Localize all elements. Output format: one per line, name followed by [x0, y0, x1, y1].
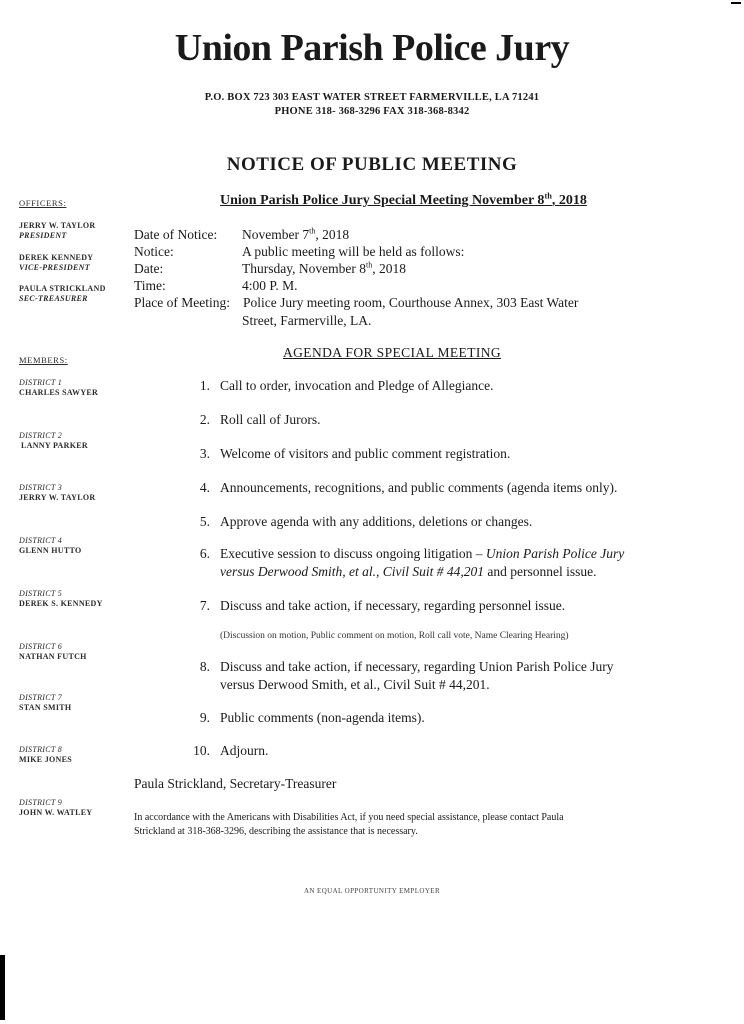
agenda-item-text: Welcome of visitors and public comment registration.: [220, 446, 511, 461]
officer-role: VICE-PRESIDENT: [19, 263, 90, 272]
footer-text: AN EQUAL OPPORTUNITY EMPLOYER: [303, 887, 441, 895]
member-name: NATHAN FUTCH: [19, 652, 87, 661]
notice-title: NOTICE OF PUBLIC MEETING: [226, 154, 518, 175]
notice-value: A public meeting will be held as follows:: [242, 244, 465, 259]
agenda-item-number: 7.: [199, 598, 210, 613]
member-district: DISTRICT 7: [19, 693, 63, 702]
agenda-item-number: 2.: [199, 412, 210, 427]
officer-role: SEC-TREASURER: [19, 294, 88, 303]
agenda-item-text: Adjourn.: [220, 743, 269, 758]
signature-line: Paula Strickland, Secretary-Treasurer: [134, 776, 337, 791]
date-of-notice-label: Date of Notice:: [134, 227, 218, 242]
member-district: DISTRICT 3: [19, 483, 63, 492]
agenda-item-number: 9.: [199, 710, 210, 725]
address-line: P.O. BOX 723 303 EAST WATER STREET FARMERVILLE, LA 71241: [204, 92, 540, 103]
member-district: DISTRICT 8: [19, 745, 63, 754]
ada-notice-line1: In accordance with the Americans with Disabilities Act, if you need special assistance, please contact Paula: [134, 812, 564, 823]
officer-name: DEREK KENNEDY: [19, 253, 94, 262]
date-of-notice-value: November 7th, 2018: [242, 226, 350, 242]
member-district: DISTRICT 2: [19, 431, 63, 440]
agenda-item-text-cont: versus Derwood Smith, et al., Civil Suit # 44,201.: [220, 677, 490, 692]
member-name: STAN SMITH: [19, 703, 72, 712]
agenda-item-text: Call to order, invocation and Pledge of Allegiance.: [220, 378, 494, 393]
member-district: DISTRICT 6: [19, 642, 63, 651]
place-value-line2: Street, Farmerville, LA.: [242, 313, 372, 328]
member-district: DISTRICT 9: [19, 798, 63, 807]
officer-role: PRESIDENT: [19, 231, 67, 240]
time-value: 4:00 P. M.: [242, 278, 298, 293]
agenda-item-number: 4.: [199, 480, 210, 495]
member-name: CHARLES SAWYER: [19, 388, 99, 397]
agenda-item-text-cont: versus Derwood Smith, et al., Civil Suit # 44,201 and personnel issue.: [220, 564, 597, 579]
date-label: Date:: [134, 261, 164, 276]
member-district: DISTRICT 4: [19, 536, 63, 545]
org-name: Union Parish Police Jury: [174, 27, 570, 69]
agenda-item-number: 1.: [199, 378, 210, 393]
agenda-item-number: 10.: [193, 743, 210, 758]
members-heading: MEMBERS:: [19, 355, 68, 365]
place-label: Place of Meeting:: [134, 295, 230, 310]
agenda-item-note: (Discussion on motion, Public comment on motion, Roll call vote, Name Clearing Hearing): [220, 631, 569, 641]
date-value: Thursday, November 8th, 2018: [242, 260, 407, 276]
officer-name: JERRY W. TAYLOR: [19, 221, 96, 230]
officers-heading: OFFICERS:: [19, 198, 67, 208]
member-district: DISTRICT 1: [19, 378, 63, 387]
member-name: DEREK S. KENNEDY: [19, 599, 103, 608]
agenda-item-text: Roll call of Jurors.: [220, 412, 321, 427]
agenda-item-text: Discuss and take action, if necessary, regarding Union Parish Police Jury: [220, 659, 614, 674]
agenda-item-text: Executive session to discuss ongoing litigation – Union Parish Police Jury: [220, 546, 625, 561]
member-name: JERRY W. TAYLOR: [19, 493, 96, 502]
member-district: DISTRICT 5: [19, 589, 63, 598]
scan-edge-mark: [0, 955, 5, 1020]
agenda-item-number: 5.: [199, 514, 210, 529]
member-name: GLENN HUTTO: [19, 546, 82, 555]
agenda-item-text: Announcements, recognitions, and public comments (agenda items only).: [220, 480, 618, 495]
meeting-heading: Union Parish Police Jury Special Meeting November 8th, 2018: [220, 191, 587, 208]
agenda-title: AGENDA FOR SPECIAL MEETING: [283, 345, 502, 360]
scan-corner-mark: [731, 2, 741, 4]
agenda-item-text: Discuss and take action, if necessary, regarding personnel issue.: [220, 598, 566, 613]
member-name: LANNY PARKER: [21, 441, 88, 450]
agenda-item-number: 3.: [199, 446, 210, 461]
member-name: MIKE JONES: [19, 755, 73, 764]
agenda-item-text: Approve agenda with any additions, deletions or changes.: [220, 514, 533, 529]
agenda-item-number: 6.: [199, 546, 210, 561]
time-label: Time:: [134, 278, 166, 293]
agenda-item-number: 8.: [199, 659, 210, 674]
member-name: JOHN W. WATLEY: [19, 808, 93, 817]
agenda-item-text: Public comments (non-agenda items).: [220, 710, 425, 725]
phone-line: PHONE 318- 368-3296 FAX 318-368-8342: [274, 106, 470, 117]
ada-notice-line2: Strickland at 318-368-3296, describing the assistance that is necessary.: [134, 826, 418, 837]
officer-name: PAULA STRICKLAND: [19, 284, 106, 293]
notice-label: Notice:: [134, 244, 174, 259]
place-value-line1: Police Jury meeting room, Courthouse Annex, 303 East Water: [243, 295, 579, 310]
